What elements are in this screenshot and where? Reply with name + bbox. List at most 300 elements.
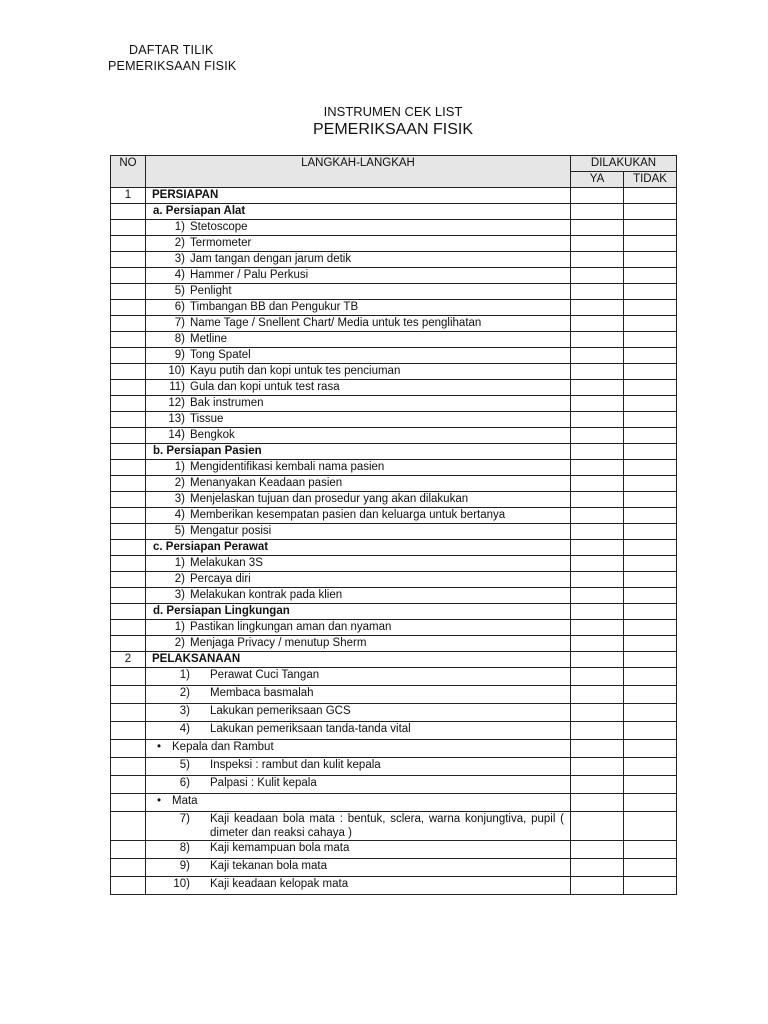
item-text: Termometer [190, 237, 252, 249]
checkbox-ya[interactable] [571, 396, 624, 412]
title-line-1: INSTRUMEN CEK LIST [323, 104, 463, 119]
section-row [111, 188, 677, 204]
checkbox-tidak[interactable] [624, 588, 677, 604]
row-step [146, 604, 571, 620]
row-step [146, 396, 571, 412]
row-number [111, 636, 146, 652]
bullet-icon: • [156, 741, 162, 753]
subsection-title: c. Persiapan Perawat [153, 541, 269, 553]
checkbox-ya[interactable] [571, 236, 624, 252]
item-text: Stetoscope [190, 221, 248, 233]
section-row [111, 652, 677, 668]
checkbox-tidak[interactable] [624, 316, 677, 332]
row-step [146, 412, 571, 428]
item-number: 7) [179, 813, 190, 825]
table-row [111, 236, 677, 252]
item-number: 3) [174, 589, 185, 601]
row-step [146, 300, 571, 316]
table-row [111, 722, 677, 740]
item-number: 10) [173, 878, 190, 890]
checkbox-tidak[interactable] [624, 332, 677, 348]
checkbox-tidak[interactable] [624, 620, 677, 636]
table-row [111, 364, 677, 380]
checkbox-tidak[interactable] [624, 776, 677, 794]
checkbox-ya[interactable] [571, 841, 624, 859]
checkbox-tidak[interactable] [624, 444, 677, 460]
item-number: 8) [179, 842, 190, 854]
checkbox-ya[interactable] [571, 620, 624, 636]
item-text: Tissue [190, 413, 224, 425]
row-step [146, 284, 571, 300]
item-text: Kaji keadaan bola mata : bentuk, sclera, warna konjungtiva, pupil ( dimeter dan reaksi cahaya ) [210, 813, 564, 839]
table-row [111, 492, 677, 508]
subsection-row [111, 604, 677, 620]
table-row [111, 524, 677, 540]
row-step [146, 348, 571, 364]
item-text: Kaji keadaan kelopak mata [210, 878, 349, 890]
checkbox-tidak[interactable] [624, 524, 677, 540]
row-step [146, 204, 571, 220]
item-text: Inspeksi : rambut dan kulit kepala [210, 759, 381, 771]
table-row [111, 268, 677, 284]
header-tidak: TIDAK [624, 172, 677, 188]
item-text: Tong Spatel [190, 349, 251, 361]
row-step [146, 332, 571, 348]
item-text: Jam tangan dengan jarum detik [190, 253, 352, 265]
row-number [111, 556, 146, 572]
item-number: 4) [174, 269, 185, 281]
row-step [146, 722, 571, 740]
header-line-2: PEMERIKSAAN FISIK [108, 59, 237, 73]
row-step [146, 476, 571, 492]
item-text: Menjelaskan tujuan dan prosedur yang akan dilakukan [190, 493, 469, 505]
item-number: 3) [174, 253, 185, 265]
checkbox-ya[interactable] [571, 204, 624, 220]
table-row [111, 284, 677, 300]
section-title: PELAKSANAAN [152, 653, 241, 665]
row-number [111, 284, 146, 300]
item-text: Kaji kemampuan bola mata [210, 842, 350, 854]
checkbox-tidak[interactable] [624, 220, 677, 236]
row-step [146, 841, 571, 859]
row-step [146, 877, 571, 895]
row-step [146, 508, 571, 524]
checkbox-ya[interactable] [571, 220, 624, 236]
checkbox-ya[interactable] [571, 284, 624, 300]
item-number: 6) [174, 301, 185, 313]
header-line-1: DAFTAR TILIK [129, 43, 214, 57]
row-step [146, 428, 571, 444]
checkbox-ya[interactable] [571, 252, 624, 268]
row-number: 2 [111, 652, 146, 668]
row-number [111, 332, 146, 348]
checkbox-tidak[interactable] [624, 348, 677, 364]
row-step [146, 220, 571, 236]
table-row [111, 396, 677, 412]
checkbox-ya[interactable] [571, 492, 624, 508]
item-text: Name Tage / Snellent Chart/ Media untuk tes penglihatan [190, 317, 482, 329]
row-number [111, 412, 146, 428]
item-number: 1) [179, 669, 190, 681]
row-number [111, 668, 146, 686]
row-number [111, 704, 146, 722]
row-number [111, 316, 146, 332]
row-step [146, 668, 571, 686]
row-number [111, 776, 146, 794]
row-number [111, 476, 146, 492]
checkbox-tidak[interactable] [624, 284, 677, 300]
table-row [111, 668, 677, 686]
row-number [111, 460, 146, 476]
bullet-row [111, 740, 677, 758]
checkbox-tidak[interactable] [624, 460, 677, 476]
item-text: Membaca basmalah [210, 687, 314, 699]
checkbox-ya[interactable] [571, 508, 624, 524]
checkbox-ya[interactable] [571, 188, 624, 204]
checkbox-ya[interactable] [571, 428, 624, 444]
item-text: Bengkok [190, 429, 235, 441]
checkbox-tidak[interactable] [624, 686, 677, 704]
row-number [111, 444, 146, 460]
table-row [111, 300, 677, 316]
checkbox-tidak[interactable] [624, 740, 677, 758]
item-text: Percaya diri [190, 573, 251, 585]
row-step [146, 652, 571, 668]
checkbox-ya[interactable] [571, 524, 624, 540]
row-step [146, 740, 571, 758]
table-row [111, 252, 677, 268]
subsection-row [111, 444, 677, 460]
item-number: 1) [174, 221, 185, 233]
subsection-row [111, 204, 677, 220]
item-text: Gula dan kopi untuk test rasa [190, 381, 340, 393]
item-number: 1) [174, 621, 185, 633]
checkbox-tidak[interactable] [624, 556, 677, 572]
row-number [111, 300, 146, 316]
subsection-row [111, 540, 677, 556]
checkbox-ya[interactable] [571, 877, 624, 895]
table-row [111, 380, 677, 396]
checkbox-ya[interactable] [571, 332, 624, 348]
checkbox-ya[interactable] [571, 476, 624, 492]
row-number [111, 686, 146, 704]
row-number [111, 722, 146, 740]
checkbox-tidak[interactable] [624, 877, 677, 895]
row-number [111, 252, 146, 268]
checkbox-ya[interactable] [571, 300, 624, 316]
table-row [111, 620, 677, 636]
checkbox-tidak[interactable] [624, 758, 677, 776]
row-step [146, 859, 571, 877]
row-number [111, 540, 146, 556]
table-row [111, 428, 677, 444]
table-row [111, 636, 677, 652]
table-row [111, 556, 677, 572]
table-row [111, 508, 677, 524]
item-text: Metline [190, 333, 228, 345]
checkbox-tidak[interactable] [624, 841, 677, 859]
row-number [111, 348, 146, 364]
item-number: 11) [169, 381, 185, 393]
checkbox-ya[interactable] [571, 316, 624, 332]
row-step [146, 444, 571, 460]
row-number [111, 740, 146, 758]
row-number [111, 268, 146, 284]
row-step [146, 572, 571, 588]
table-row [111, 476, 677, 492]
table-row [111, 572, 677, 588]
header-steps: LANGKAH-LANGKAH [146, 156, 571, 188]
table-row [111, 412, 677, 428]
table-row [111, 348, 677, 364]
row-number [111, 236, 146, 252]
checkbox-tidak[interactable] [624, 396, 677, 412]
header-done: DILAKUKAN [571, 156, 677, 172]
row-step [146, 364, 571, 380]
row-number [111, 812, 146, 841]
checkbox-ya[interactable] [571, 636, 624, 652]
checkbox-ya[interactable] [571, 668, 624, 686]
item-text: Melakukan 3S [190, 557, 263, 569]
item-number: 9) [174, 349, 185, 361]
checkbox-ya[interactable] [571, 604, 624, 620]
item-text: Bak instrumen [190, 397, 264, 409]
row-number [111, 841, 146, 859]
checkbox-ya[interactable] [571, 794, 624, 812]
item-number: 14) [168, 429, 185, 441]
checkbox-tidak[interactable] [624, 364, 677, 380]
table-row [111, 220, 677, 236]
checkbox-ya[interactable] [571, 412, 624, 428]
item-number: 1) [174, 461, 185, 473]
checkbox-tidak[interactable] [624, 476, 677, 492]
item-number: 4) [174, 509, 185, 521]
checklist-table [110, 155, 677, 895]
row-number [111, 396, 146, 412]
item-text: Perawat Cuci Tangan [210, 669, 320, 681]
checkbox-ya[interactable] [571, 540, 624, 556]
row-step [146, 776, 571, 794]
section-title: PERSIAPAN [152, 189, 219, 201]
item-number: 2) [179, 687, 190, 699]
checkbox-ya[interactable] [571, 364, 624, 380]
item-text: Kayu putih dan kopi untuk tes penciuman [190, 365, 401, 377]
row-step [146, 460, 571, 476]
checkbox-ya[interactable] [571, 444, 624, 460]
row-number [111, 859, 146, 877]
checkbox-tidak[interactable] [624, 604, 677, 620]
checkbox-ya[interactable] [571, 758, 624, 776]
row-number [111, 428, 146, 444]
subsection-title: b. Persiapan Pasien [153, 445, 262, 457]
item-number: 12) [168, 397, 185, 409]
item-number: 5) [179, 759, 190, 771]
row-step [146, 812, 571, 841]
item-number: 2) [174, 237, 185, 249]
title-line-2: PEMERIKSAAN FISIK [312, 121, 474, 138]
item-text: Menanyakan Keadaan pasien [190, 477, 343, 489]
table-row [111, 859, 677, 877]
subsection-title: a. Persiapan Alat [153, 205, 246, 217]
row-step [146, 540, 571, 556]
checkbox-tidak[interactable] [624, 428, 677, 444]
checkbox-tidak[interactable] [624, 794, 677, 812]
row-number [111, 758, 146, 776]
bullet-text: Mata [172, 795, 198, 807]
row-step [146, 620, 571, 636]
checkbox-tidak[interactable] [624, 722, 677, 740]
row-number [111, 604, 146, 620]
row-step [146, 758, 571, 776]
item-text: Mengatur posisi [190, 525, 272, 537]
item-number: 2) [174, 637, 185, 649]
table-row [111, 588, 677, 604]
row-step [146, 556, 571, 572]
checkbox-tidak[interactable] [624, 492, 677, 508]
row-number [111, 364, 146, 380]
row-number [111, 492, 146, 508]
item-text: Kaji tekanan bola mata [210, 860, 327, 872]
checkbox-tidak[interactable] [624, 236, 677, 252]
row-step [146, 252, 571, 268]
row-step [146, 686, 571, 704]
item-number: 10) [168, 365, 185, 377]
row-number [111, 204, 146, 220]
item-text: Memberikan kesempatan pasien dan keluarga untuk bertanya [190, 509, 506, 521]
item-text: Pastikan lingkungan aman dan nyaman [190, 621, 392, 633]
checkbox-ya[interactable] [571, 686, 624, 704]
document-title [110, 104, 676, 140]
checkbox-ya[interactable] [571, 740, 624, 758]
row-number [111, 877, 146, 895]
row-number [111, 572, 146, 588]
checkbox-ya[interactable] [571, 572, 624, 588]
checkbox-ya[interactable] [571, 556, 624, 572]
subsection-title: d. Persiapan Lingkungan [153, 605, 290, 617]
header-yes: YA [571, 172, 624, 188]
row-step [146, 380, 571, 396]
row-number [111, 508, 146, 524]
item-number: 5) [174, 285, 185, 297]
checkbox-tidak[interactable] [624, 668, 677, 686]
item-text: Menjaga Privacy / menutup Sherm [190, 637, 367, 649]
checkbox-ya[interactable] [571, 812, 624, 841]
table-row [111, 332, 677, 348]
table-row [111, 758, 677, 776]
checkbox-tidak[interactable] [624, 252, 677, 268]
table-row [111, 841, 677, 859]
item-text: Lakukan pemeriksaan tanda-tanda vital [210, 723, 411, 735]
table-row [111, 316, 677, 332]
checkbox-tidak[interactable] [624, 380, 677, 396]
table-row [111, 877, 677, 895]
item-number: 5) [174, 525, 185, 537]
item-number: 8) [174, 333, 185, 345]
item-text: Penlight [190, 285, 232, 297]
checkbox-ya[interactable] [571, 348, 624, 364]
row-step [146, 236, 571, 252]
checkbox-tidak[interactable] [624, 540, 677, 556]
item-number: 7) [174, 317, 185, 329]
row-step [146, 794, 571, 812]
item-text: Hammer / Palu Perkusi [190, 269, 309, 281]
row-number [111, 220, 146, 236]
checkbox-ya[interactable] [571, 380, 624, 396]
row-step [146, 492, 571, 508]
checkbox-tidak[interactable] [624, 859, 677, 877]
row-number [111, 794, 146, 812]
table-row [111, 686, 677, 704]
row-step [146, 316, 571, 332]
table-row [111, 704, 677, 722]
checkbox-ya[interactable] [571, 722, 624, 740]
checkbox-tidak[interactable] [624, 508, 677, 524]
item-number: 2) [174, 573, 185, 585]
item-text: Palpasi : Kulit kepala [210, 777, 317, 789]
checkbox-ya[interactable] [571, 859, 624, 877]
item-number: 3) [179, 705, 190, 717]
checkbox-tidak[interactable] [624, 572, 677, 588]
bullet-text: Kepala dan Rambut [172, 741, 274, 753]
checkbox-ya[interactable] [571, 460, 624, 476]
checkbox-tidak[interactable] [624, 188, 677, 204]
checkbox-tidak[interactable] [624, 412, 677, 428]
item-number: 1) [174, 557, 185, 569]
table-row [111, 812, 677, 841]
checkbox-tidak[interactable] [624, 636, 677, 652]
row-step [146, 188, 571, 204]
item-text: Mengidentifikasi kembali nama pasien [190, 461, 385, 473]
checkbox-tidak[interactable] [624, 812, 677, 841]
row-step [146, 268, 571, 284]
item-number: 3) [174, 493, 185, 505]
checkbox-ya[interactable] [571, 704, 624, 722]
bullet-icon: • [156, 795, 162, 807]
item-number: 2) [174, 477, 185, 489]
checkbox-ya[interactable] [571, 588, 624, 604]
checkbox-tidak[interactable] [624, 704, 677, 722]
row-number [111, 380, 146, 396]
checkbox-tidak[interactable] [624, 652, 677, 668]
row-step [146, 704, 571, 722]
row-step [146, 636, 571, 652]
table-row [111, 460, 677, 476]
item-number: 13) [168, 413, 185, 425]
bullet-row [111, 794, 677, 812]
item-number: 9) [179, 860, 190, 872]
row-number [111, 620, 146, 636]
checkbox-tidak[interactable] [624, 204, 677, 220]
row-number [111, 524, 146, 540]
checkbox-ya[interactable] [571, 268, 624, 284]
row-number [111, 588, 146, 604]
table-row [111, 776, 677, 794]
header-no: NO [111, 156, 146, 188]
checkbox-tidak[interactable] [624, 300, 677, 316]
checkbox-ya[interactable] [571, 776, 624, 794]
item-number: 6) [179, 777, 190, 789]
item-number: 4) [179, 723, 190, 735]
item-text: Lakukan pemeriksaan GCS [210, 705, 351, 717]
checkbox-ya[interactable] [571, 652, 624, 668]
item-text: Melakukan kontrak pada klien [190, 589, 343, 601]
row-step [146, 524, 571, 540]
row-step [146, 588, 571, 604]
row-number: 1 [111, 188, 146, 204]
item-text: Timbangan BB dan Pengukur TB [190, 301, 359, 313]
checkbox-tidak[interactable] [624, 268, 677, 284]
document-header [108, 42, 236, 74]
